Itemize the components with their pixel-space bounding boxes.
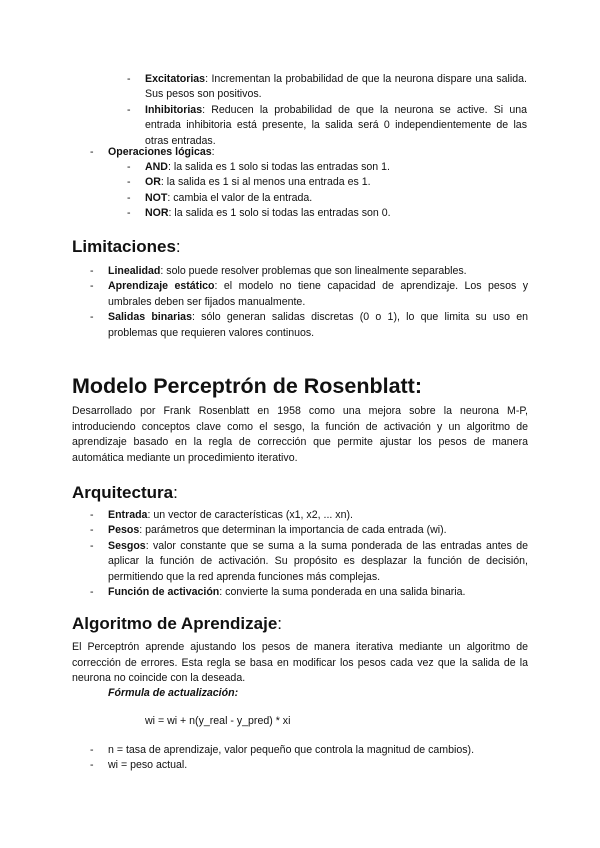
algoritmo-paragraph: El Perceptrón aprende ajustando los pesos de manera iterativa mediante un algoritmo de corrección de errores. Esta regla se basa en modificar los pesos cada vez que la salida de la neurona no coincide con la deseada. — [72, 641, 528, 684]
logic-operations-item: - Operaciones lógicas: — [90, 146, 215, 158]
list-text: : la salida es 1 solo si todas las entradas son 1. — [167, 161, 390, 173]
list-item: - Pesos: parámetros que determinan la importancia de cada entrada (wi). — [90, 524, 447, 537]
list-text: : la salida es 1 si al menos una entrada es 1. — [160, 176, 371, 189]
list-item: - Excitatorias: Incrementan la probabilidad de que la neurona dispare una salida. Sus pesos son positivos. — [127, 73, 527, 101]
limitaciones-list — [90, 264, 529, 341]
list-term-sep: : — [211, 146, 215, 158]
list-term-sep: : — [214, 280, 218, 293]
list-item: - Linealidad: solo puede resolver problemas que son linealmente separables. — [90, 265, 467, 277]
list-text: wi = peso actual. — [108, 759, 188, 772]
list-term: AND — [145, 161, 168, 173]
list-term: OR — [145, 176, 161, 189]
list-term: Sesgos — [108, 539, 146, 552]
heading-text: Algoritmo de Aprendizaje — [72, 614, 278, 633]
list-text: un vector de características (x1, x2, ... xn). — [150, 509, 353, 521]
list-text: solo puede resolver problemas que son linealmente separables. — [163, 265, 467, 277]
list-item: - NOT: cambia el valor de la entrada. — [127, 191, 313, 204]
list-text: Incrementan la probabilidad de que la neurona dispare una salida. Sus pesos son positivos. — [145, 73, 527, 101]
list-term: Linealidad — [108, 265, 161, 277]
list-text: valor constante que se suma a la suma ponderada de las entradas antes de aplicar la función de activación. Su propósito es desplazar la función de decisión, permitiendo que la red aprenda funciones más complejas. — [108, 539, 528, 583]
list-text: : la salida es 1 solo si todas las entradas son 0. — [168, 207, 391, 220]
list-text: n = tasa de aprendizaje, valor pequeño que controla la magnitud de cambios). — [108, 744, 475, 756]
heading-limitaciones — [72, 236, 181, 258]
list-term: Entrada — [108, 509, 148, 521]
list-term-sep: : — [219, 586, 223, 599]
section-title-rosenblatt: Modelo Perceptrón de Rosenblatt: — [72, 374, 423, 398]
list-term-sep: : — [139, 524, 143, 537]
heading-algoritmo — [72, 613, 282, 635]
heading-text: Arquitectura — [72, 483, 174, 502]
list-term: NOR — [145, 207, 169, 220]
heading-text: Limitaciones — [72, 237, 176, 256]
algoritmo-list — [90, 743, 528, 774]
list-term-sep: : — [191, 311, 195, 324]
logic-operations-list — [127, 160, 527, 222]
list-item: - Sesgos: valor constante que se suma a la suma ponderada de las entradas antes de aplicar la función de activación. Su propósito es desplazar la función de decisión, permitiendo que la red aprenda funciones más complejas. — [90, 539, 528, 583]
list-item: - Entrada: un vector de características (x1, x2, ... xn). — [90, 509, 353, 521]
list-term-sep: : — [202, 103, 206, 116]
list-text: : cambia el valor de la entrada. — [167, 191, 313, 204]
list-text: sólo generan salidas discretas (0 o 1), lo que limita su uso en problemas que requieren valores continuos. — [108, 311, 529, 339]
list-item: - Inhibitorias: Reducen la probabilidad de que la neurona se active. Si una entrada inhibitoria está presente, la salida será 0 independientemente de las otras entradas. — [127, 103, 527, 147]
formula-label: Fórmula de actualización: — [108, 687, 239, 699]
list-item: - Aprendizaje estático: el modelo no tiene capacidad de aprendizaje. Los pesos y umbrales deben ser fijados manualmente. — [90, 280, 528, 308]
list-term-sep: : — [147, 509, 151, 521]
list-term: NOT — [145, 191, 168, 204]
heading-colon: : — [173, 483, 178, 502]
heading-colon: : — [277, 614, 283, 633]
list-term: Excitatorias — [145, 73, 206, 85]
heading-arquitectura — [72, 482, 178, 504]
list-item: - Salidas binarias: sólo generan salidas discretas (0 o 1), lo que limita su uso en problemas que requieren valores continuos. — [90, 311, 529, 339]
list-term-sep: : — [145, 539, 149, 552]
arquitectura-list — [90, 508, 528, 600]
list-item: - OR: la salida es 1 si al menos una entrada es 1. — [127, 176, 371, 189]
list-text: Reducen la probabilidad de que la neurona se active. Si una entrada inhibitoria está presente, la salida será 0 independientemente de las otras entradas. — [145, 103, 527, 147]
list-item: - Función de activación: convierte la suma ponderada en una salida binaria. — [90, 586, 466, 599]
list-text: parámetros que determinan la importancia de cada entrada (wi). — [142, 524, 447, 537]
list-term: Pesos — [108, 524, 140, 537]
heading-colon: : — [175, 237, 181, 256]
list-term: Aprendizaje estático — [108, 280, 215, 293]
list-term: Operaciones lógicas — [108, 146, 212, 158]
list-text: el modelo no tiene capacidad de aprendizaje. Los pesos y umbrales deben ser fijados manualmente. — [108, 280, 528, 308]
update-formula: wi = wi + n(y_real - y_pred) * xi — [145, 715, 291, 727]
list-term: Inhibitorias — [145, 103, 203, 116]
list-term: Salidas binarias — [108, 311, 192, 324]
list-term: Función de activación — [108, 586, 220, 599]
list-item: - n = tasa de aprendizaje, valor pequeño que controla la magnitud de cambios). — [90, 744, 475, 756]
list-item: - wi = peso actual. — [90, 759, 188, 772]
list-term-sep: : — [160, 265, 164, 277]
list-item: - AND: la salida es 1 solo si todas las entradas son 1. — [127, 161, 390, 173]
list-term-sep: : — [205, 73, 209, 85]
rosenblatt-paragraph: Desarrollado por Frank Rosenblatt en 1958 como una mejora sobre la neurona M-P, introduciendo conceptos clave como el sesgo, la función de activación y un algoritmo de aprendizaje basado en la regla de corrección que permite ajustar los pesos de manera automática mediante un procedimiento iterativo. — [72, 405, 528, 464]
list-item: - NOR: la salida es 1 solo si todas las entradas son 0. — [127, 207, 391, 220]
synapse-type-list — [127, 72, 527, 149]
list-text: convierte la suma ponderada en una salida binaria. — [222, 586, 466, 599]
